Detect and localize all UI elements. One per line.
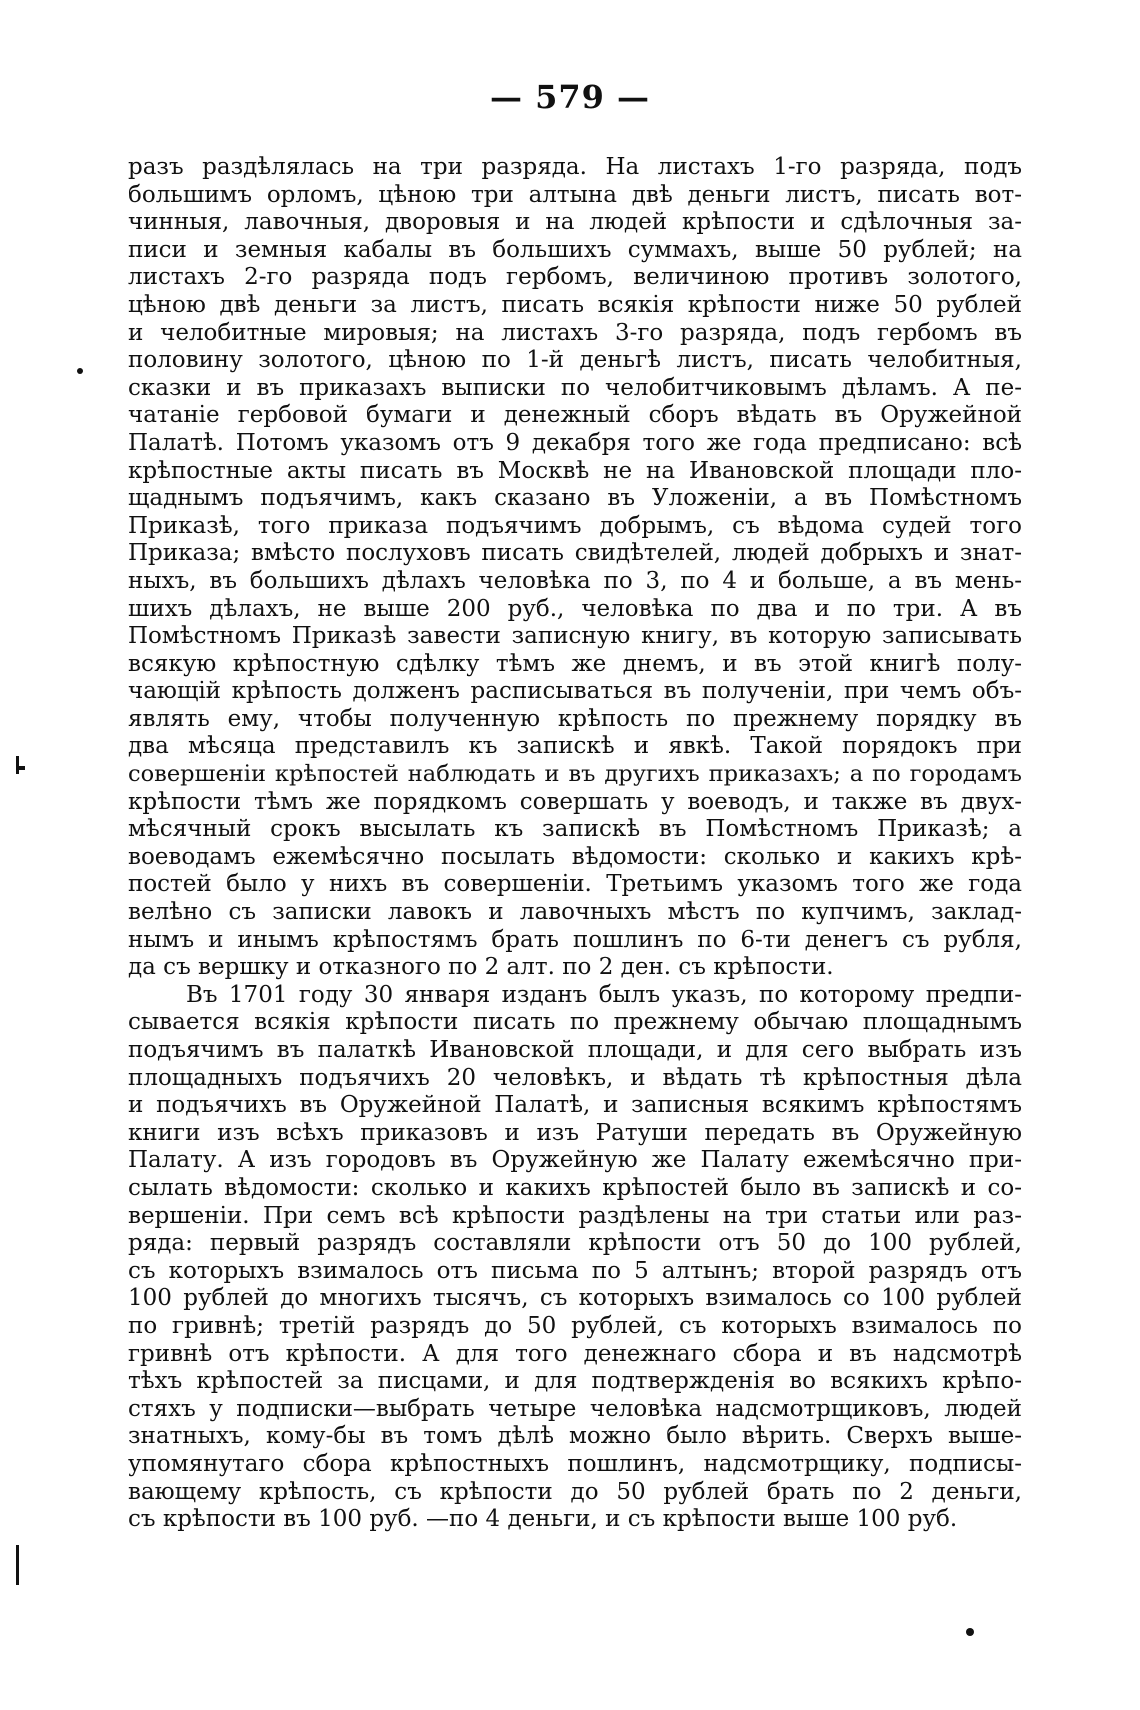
text-line: упомянутаго сбора крѣпостныхъ пошлинъ, надсмотрщику, подписы- — [128, 1450, 1022, 1477]
margin-tick — [16, 1545, 19, 1585]
text-line: съ которыхъ взималось отъ письма по 5 алтынъ; второй разрядъ отъ — [128, 1257, 1022, 1284]
text-line: нымъ и инымъ крѣпостямъ брать пошлинъ по 6-ти денегъ съ рубля, — [128, 926, 1022, 953]
text-line: Помѣстномъ Приказѣ завести записную книгу, въ которую записывать — [128, 623, 1022, 650]
text-line: Палату. А изъ городовъ въ Оружейную же Палату ежемѣсячно при- — [128, 1147, 1022, 1174]
text-line: чающій крѣпость долженъ расписываться въ полученіи, при чемъ объ- — [128, 678, 1022, 705]
text-line: Приказа; вмѣсто послуховъ писать свидѣтелей, людей добрыхъ и знат- — [128, 540, 1022, 567]
text-line: подъячимъ въ палаткѣ Ивановской площади, и для сего выбрать изъ — [128, 1037, 1022, 1063]
text-line: вершеніи. При семъ всѣ крѣпости раздѣлены на три статьи или раз- — [128, 1202, 1022, 1229]
text-line: совершеніи крѣпостей наблюдать и въ другихъ приказахъ; а по городамъ — [128, 761, 1022, 788]
margin-tick — [16, 756, 19, 774]
paragraph — [128, 154, 1022, 982]
text-line: и подъячихъ въ Оружейной Палатѣ, и записныя всякимъ крѣпостямъ — [128, 1092, 1022, 1119]
text-line: знатныхъ, кому-бы въ томъ дѣлѣ можно было вѣрить. Сверхъ выше- — [128, 1423, 1022, 1450]
text-line: да съ вершку и отказного по 2 алт. по 2 ден. съ крѣпости. — [128, 954, 834, 981]
text-line: всякую крѣпостную сдѣлку тѣмъ же днемъ, и въ этой книгѣ полу- — [128, 650, 1022, 677]
text-line: крѣпости тѣмъ же порядкомъ совершать у воеводъ, и также въ двух- — [128, 788, 1022, 815]
text-line: цѣною двѣ деньги за листъ, писать всякія крѣпости ниже 50 рублей — [128, 291, 1022, 318]
margin-dot — [966, 1628, 974, 1636]
text-line: книги изъ всѣхъ приказовъ и изъ Ратуши передать въ Оружейную — [128, 1119, 1022, 1146]
text-line: воеводамъ ежемѣсячно посылать вѣдомости: сколько и какихъ крѣ- — [128, 843, 1022, 870]
paragraph — [128, 982, 1022, 1534]
text-line: листахъ 2-го разряда подъ гербомъ, величиною противъ золотого, — [128, 264, 1022, 291]
text-line: два мѣсяца представилъ къ запискѣ и явкѣ. Такой порядокъ при — [128, 733, 1022, 760]
text-line: ряда: первый разрядъ составляли крѣпости отъ 50 до 100 рублей, — [128, 1230, 1022, 1257]
text-line: мѣсячный срокъ высылать къ запискѣ въ Помѣстномъ Приказѣ; а — [128, 816, 1022, 843]
text-line: 100 рублей до многихъ тысячъ, съ которыхъ взималось со 100 рублей — [128, 1285, 1022, 1312]
text-line: постей было у нихъ въ совершеніи. Третьимъ указомъ того же года — [128, 871, 1022, 898]
text-line: чинныя, лавочныя, дворовыя и на людей крѣпости и сдѣлочныя за- — [128, 209, 1022, 236]
text-line: сылать вѣдомости: сколько и какихъ крѣпостей было въ запискѣ и со- — [128, 1174, 1022, 1201]
text-line: являть ему, чтобы полученную крѣпость по прежнему порядку въ — [128, 705, 1022, 732]
text-line: и челобитные мировыя; на листахъ 3-го разряда, подъ гербомъ въ — [128, 319, 1022, 346]
text-line: крѣпостные акты писать въ Москвѣ не на Ивановской площади пло- — [128, 457, 1022, 484]
margin-tick — [16, 766, 25, 770]
text-line: гривнѣ отъ крѣпости. А для того денежнаго сбора и въ надсмотрѣ — [128, 1340, 1022, 1367]
text-line: сывается всякія крѣпости писать по прежнему обычаю площаднымъ — [128, 1009, 1022, 1036]
text-line: Палатѣ. Потомъ указомъ отъ 9 декабря того же года предписано: всѣ — [128, 429, 1022, 456]
text-line: щаднымъ подъячимъ, какъ сказано въ Уложеніи, а въ Помѣстномъ — [128, 485, 1022, 512]
text-line: чатаніе гербовой бумаги и денежный сборъ вѣдать въ Оружейной — [128, 402, 1022, 429]
text-line: Въ 1701 году 30 января изданъ былъ указъ, по которому предпи- — [186, 981, 1022, 1008]
text-line: по гривнѣ; третій разрядъ до 50 рублей, съ которыхъ взималось по — [128, 1312, 1022, 1339]
text-line: половину золотого, цѣною по 1-й деньгѣ листъ, писать челобитныя, — [128, 347, 1022, 374]
body-text — [128, 154, 1022, 1534]
text-line: вающему крѣпость, съ крѣпости до 50 рублей брать по 2 деньги, — [128, 1478, 1022, 1505]
text-line: Приказѣ, того приказа подъячимъ добрымъ, съ вѣдома судей того — [128, 512, 1022, 539]
text-line: сказки и въ приказахъ выписки по челобитчиковымъ дѣламъ. А пе- — [128, 374, 1022, 401]
text-line: разъ раздѣлялась на три разряда. На листахъ 1-го разряда, подъ — [128, 154, 1022, 180]
margin-dot — [77, 368, 83, 374]
text-line: ныхъ, въ большихъ дѣлахъ человѣка по 3, по 4 и больше, а въ мень- — [128, 567, 1022, 594]
text-line: большимъ орломъ, цѣною три алтына двѣ деньги листъ, писать вот- — [128, 181, 1022, 208]
text-line: стяхъ у подписки—выбрать четыре человѣка надсмотрщиковъ, людей — [128, 1395, 1022, 1422]
text-line: шихъ дѣлахъ, не выше 200 руб., человѣка по два и по три. А въ — [128, 595, 1022, 622]
text-line: писи и земныя кабалы въ большихъ суммахъ, выше 50 рублей; на — [128, 236, 1022, 263]
text-line: велѣно съ записки лавокъ и лавочныхъ мѣстъ по купчимъ, заклад- — [128, 899, 1022, 926]
text-line: площадныхъ подъячихъ 20 человѣкъ, и вѣдать тѣ крѣпостныя дѣла — [128, 1064, 1022, 1091]
text-line: тѣхъ крѣпостей за писцами, и для подтвержденія во всякихъ крѣпо- — [128, 1368, 1022, 1395]
text-line: съ крѣпости въ 100 руб. —по 4 деньги, и съ крѣпости выше 100 руб. — [128, 1506, 958, 1533]
page-number: — 579 — — [489, 78, 651, 116]
